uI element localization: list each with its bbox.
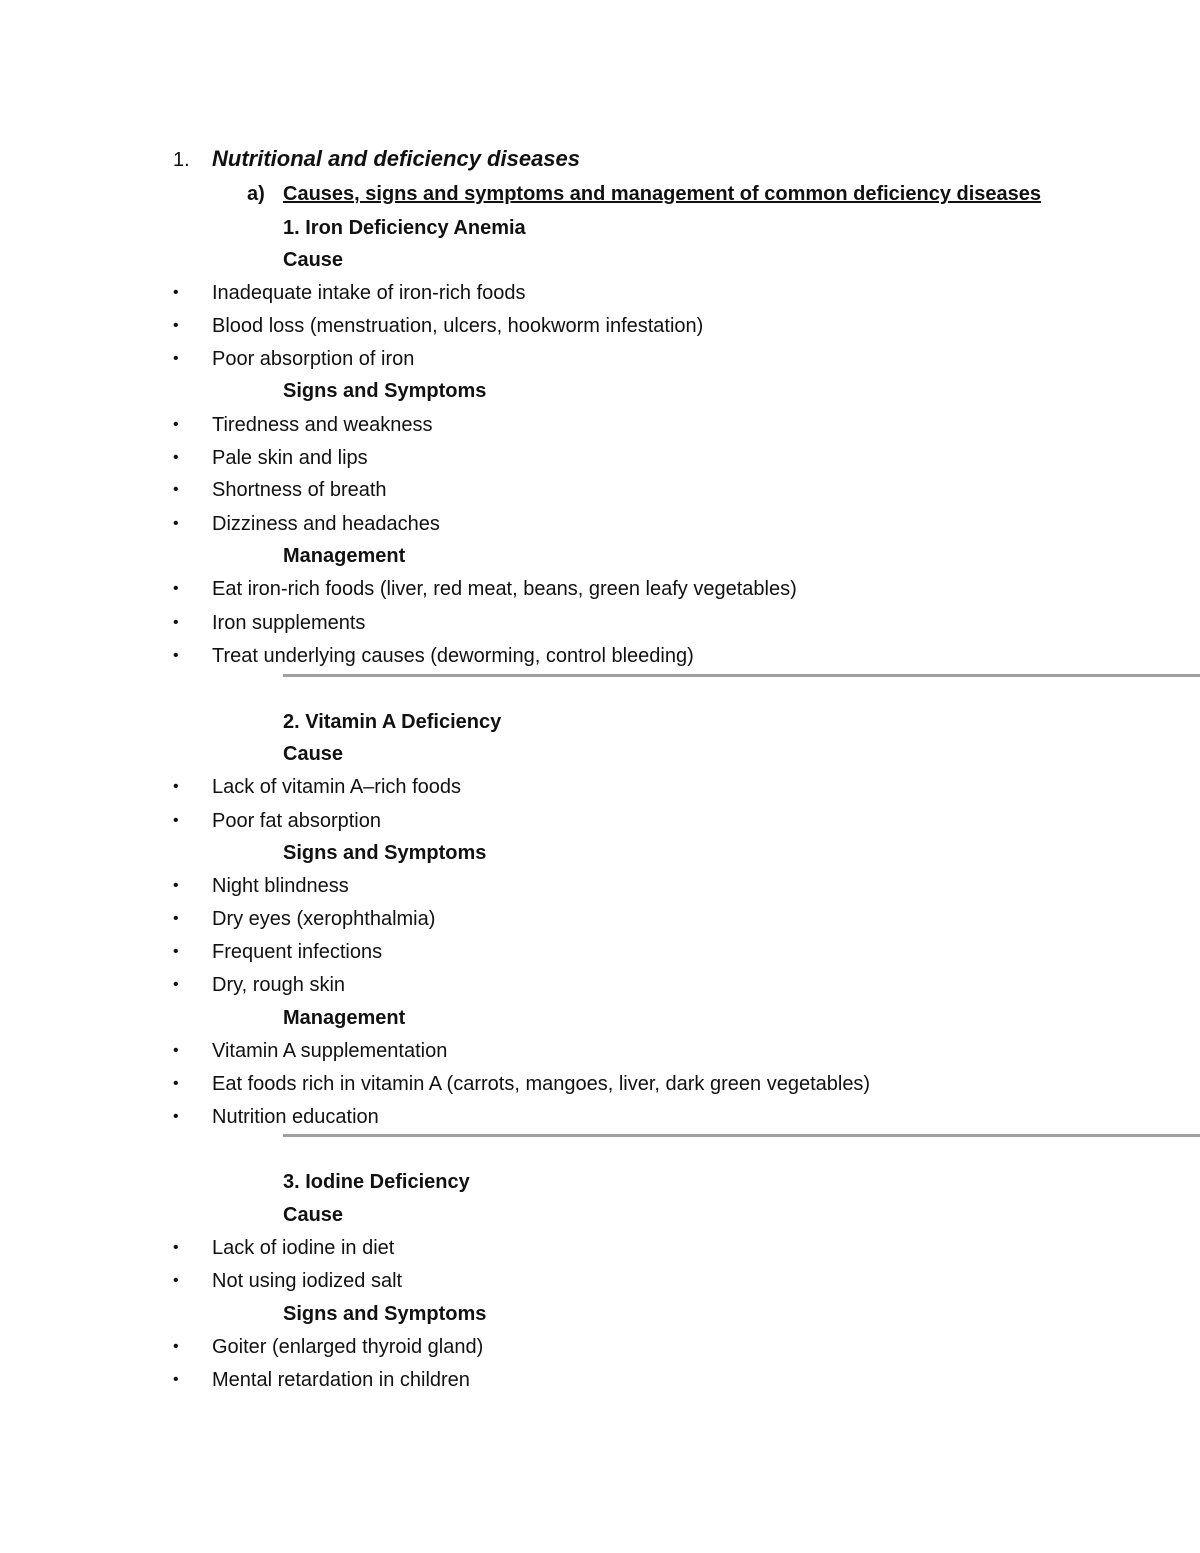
list-item: Mental retardation in children [212, 1369, 470, 1391]
bullet-icon: • [173, 877, 179, 894]
page-title: Nutritional and deficiency diseases [212, 146, 581, 171]
section-title: 3. Iodine Deficiency [283, 1171, 470, 1193]
bullet-icon: • [173, 1075, 179, 1092]
list-item: Frequent infections [212, 941, 383, 963]
list-item: Eat foods rich in vitamin A (carrots, mangoes, liver, dark green vegetables) [212, 1073, 871, 1095]
cause-label: Cause [283, 249, 344, 271]
list-item: Poor fat absorption [212, 810, 381, 832]
list-item: Tiredness and weakness [212, 414, 433, 436]
heading-number: 1. [173, 149, 190, 171]
bullet-icon: • [173, 778, 179, 795]
list-item: Eat iron-rich foods (liver, red meat, beans, green leafy vegetables) [212, 578, 797, 600]
list-item: Shortness of breath [212, 479, 387, 501]
bullet-icon: • [173, 416, 179, 433]
list-item: Dizziness and headaches [212, 513, 440, 535]
list-item: Poor absorption of iron [212, 348, 415, 370]
bullet-icon: • [173, 580, 179, 597]
signs-label: Signs and Symptoms [283, 380, 487, 402]
bullet-icon: • [173, 481, 179, 498]
section-title: 1. Iron Deficiency Anemia [283, 217, 526, 239]
bullet-icon: • [173, 812, 179, 829]
bullet-icon: • [173, 647, 179, 664]
bullet-icon: • [173, 614, 179, 631]
management-label: Management [283, 545, 406, 567]
list-item: Not using iodized salt [212, 1270, 403, 1292]
list-item: Iron supplements [212, 612, 366, 634]
cause-label: Cause [283, 743, 344, 765]
bullet-icon: • [173, 449, 179, 466]
section-divider [283, 674, 1200, 677]
list-item: Night blindness [212, 875, 349, 897]
cause-label: Cause [283, 1204, 344, 1226]
bullet-icon: • [173, 1272, 179, 1289]
section-divider [283, 1134, 1200, 1137]
list-item: Inadequate intake of iron-rich foods [212, 282, 526, 304]
list-item: Dry eyes (xerophthalmia) [212, 908, 436, 930]
list-item: Goiter (enlarged thyroid gland) [212, 1336, 484, 1358]
signs-label: Signs and Symptoms [283, 1303, 487, 1325]
bullet-icon: • [173, 1239, 179, 1256]
bullet-icon: • [173, 1371, 179, 1388]
bullet-icon: • [173, 1338, 179, 1355]
bullet-icon: • [173, 1108, 179, 1125]
bullet-icon: • [173, 1042, 179, 1059]
list-item: Treat underlying causes (deworming, control bleeding) [212, 645, 694, 667]
signs-label: Signs and Symptoms [283, 842, 487, 864]
list-item: Lack of vitamin A–rich foods [212, 776, 462, 798]
bullet-icon: • [173, 943, 179, 960]
list-item: Nutrition education [212, 1106, 379, 1128]
section-title: 2. Vitamin A Deficiency [283, 711, 502, 733]
list-item: Lack of iodine in diet [212, 1237, 395, 1259]
bullet-icon: • [173, 515, 179, 532]
list-item: Dry, rough skin [212, 974, 346, 996]
bullet-icon: • [173, 976, 179, 993]
bullet-icon: • [173, 284, 179, 301]
subheading-text: Causes, signs and symptoms and management of common deficiency diseases [283, 183, 1042, 205]
bullet-icon: • [173, 910, 179, 927]
bullet-icon: • [173, 350, 179, 367]
list-item: Vitamin A supplementation [212, 1040, 448, 1062]
list-item: Blood loss (menstruation, ulcers, hookworm infestation) [212, 315, 704, 337]
management-label: Management [283, 1007, 406, 1029]
subheading-letter: a) [247, 183, 265, 205]
bullet-icon: • [173, 317, 179, 334]
list-item: Pale skin and lips [212, 447, 368, 469]
